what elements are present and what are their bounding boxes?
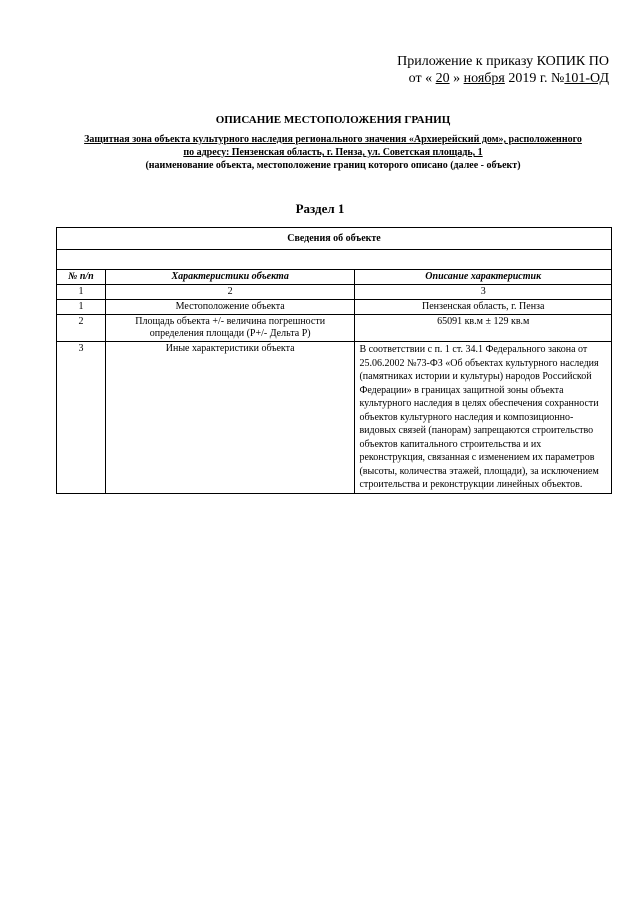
row-number: 2: [57, 315, 106, 342]
object-name-line1: Защитная зона объекта культурного наследия регионального значения «Архиерейский дом», расположенного: [84, 134, 582, 145]
table-blank-row: [57, 250, 612, 270]
row-description: 65091 кв.м ± 129 кв.м: [355, 315, 612, 342]
order-number-prefix: №: [551, 71, 565, 86]
appendix-header: [397, 53, 609, 87]
appendix-line1: Приложение к приказу КОПИК ПО: [397, 54, 609, 69]
title-block: [40, 113, 626, 172]
document-heading: ОПИСАНИЕ МЕСТОПОЛОЖЕНИЯ ГРАНИЦ: [215, 114, 451, 126]
table-index-row: [57, 285, 612, 300]
index-cell: 2: [105, 285, 355, 300]
row-characteristic: Иные характеристики объекта: [105, 342, 355, 494]
date-quote: »: [453, 71, 461, 86]
appendix-line2: [397, 70, 609, 87]
date-day: 20: [435, 71, 450, 86]
object-name-line2: по адресу: Пензенская область, г. Пенза, ул. Советская площадь, 1: [183, 147, 483, 158]
row-characteristic: Местоположение объекта: [105, 300, 355, 315]
object-info-table: [56, 227, 612, 494]
index-cell: 1: [57, 285, 106, 300]
index-cell: 3: [355, 285, 612, 300]
blank-cell: [57, 250, 612, 270]
header-number: № п/п: [57, 270, 106, 285]
table-row: [57, 342, 612, 494]
row-description: Пензенская область, г. Пенза: [355, 300, 612, 315]
table-caption-row: [57, 228, 612, 250]
order-number: 101-ОД: [564, 71, 609, 86]
row-characteristic: Площадь объекта +/- величина погрешности определения площади (P+/- Дельта P): [105, 315, 355, 342]
table-header-row: [57, 270, 612, 285]
date-month: ноября: [463, 71, 505, 86]
header-characteristics: Характеристики объекта: [105, 270, 355, 285]
header-description: Описание характеристик: [355, 270, 612, 285]
row-number: 3: [57, 342, 106, 494]
object-note: (наименование объекта, местоположение границ которого описано (далее - объект): [145, 160, 521, 171]
table-caption: Сведения об объекте: [57, 228, 612, 250]
row-description: В соответствии с п. 1 ст. 34.1 Федерального закона от 25.06.2002 №73-ФЗ «Об объектах культурного наследия (памятниках истории и культуры) народов Российской Федерации» в границах защитной зоны объекта культурного наследия в целях обеспечения сохранности объектов культурного наследия и композиционно-видовых связей (панорам) запрещаются строительство объектов капитального строительства и их реконструкция, связанная с изменением их параметров (высоты, количества этажей, площади), за исключением строительства и реконструкции линейных объектов.: [355, 342, 612, 494]
table-row: [57, 300, 612, 315]
date-prefix: от «: [408, 71, 433, 86]
date-year: 2019 г.: [508, 71, 548, 86]
table-row: [57, 315, 612, 342]
row-number: 1: [57, 300, 106, 315]
section-title: Раздел 1: [295, 201, 345, 216]
